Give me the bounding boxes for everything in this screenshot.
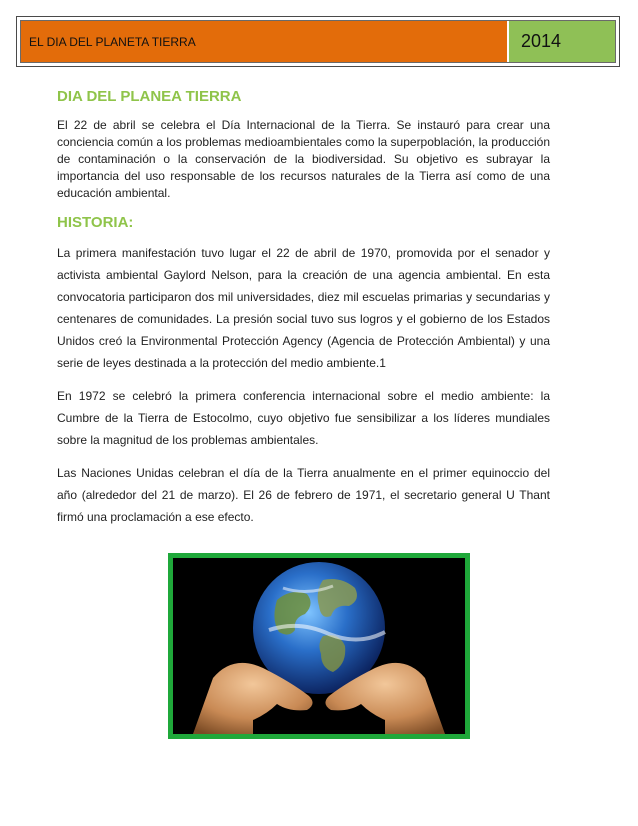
historia-title: HISTORIA: [57, 214, 134, 231]
document-body [57, 88, 550, 539]
header-year: 2014 [509, 21, 615, 62]
intro-paragraph: El 22 de abril se celebra el Día Internacional de la Tierra. Se instauró para crear una conciencia común a los problemas medioambientales como la superpoblación, la producción de contaminación o la conservación de la biodiversidad. Su objetivo es subrayar la importancia del uso responsable de los recursos naturales de la Tierra así como de una educación ambiental. [57, 118, 550, 200]
historia-paragraph-2: En 1972 se celebró la primera conferencia internacional sobre el medio ambiente: la Cumbre de la Tierra de Estocolmo, cuyo objetivo fue sensibilizar a los líderes mundiales sobre la magnitud de los problemas ambientales. [57, 389, 550, 447]
earth-in-hands-icon [173, 558, 465, 734]
earth-image-frame [168, 553, 470, 739]
historia-paragraph-3: Las Naciones Unidas celebran el día de la Tierra anualmente en el primer equinoccio del año (alrededor del 21 de marzo). El 26 de febrero de 1971, el secretario general U Thant firmó una proclamación a ese efecto. [57, 466, 550, 524]
historia-paragraph-1: La primera manifestación tuvo lugar el 22 de abril de 1970, promovida por el senador y activista ambiental Gaylord Nelson, para la creación de una agencia ambiental. En esta convocatoria participaron dos mil universidades, diez mil escuelas primarias y secundarias y centenares de comunidades. La presión social tuvo sus logros y el gobierno de los Estados Unidos creó la Environmental Protección Agency (Agencia de Protección Ambiental) y una serie de leyes destinada a la protección del medio ambiente.1 [57, 246, 550, 370]
intro-title: DIA DEL PLANEA TIERRA [57, 88, 242, 105]
header-bar [20, 20, 616, 63]
header-title: EL DIA DEL PLANETA TIERRA [21, 21, 509, 62]
page-header [16, 16, 620, 67]
